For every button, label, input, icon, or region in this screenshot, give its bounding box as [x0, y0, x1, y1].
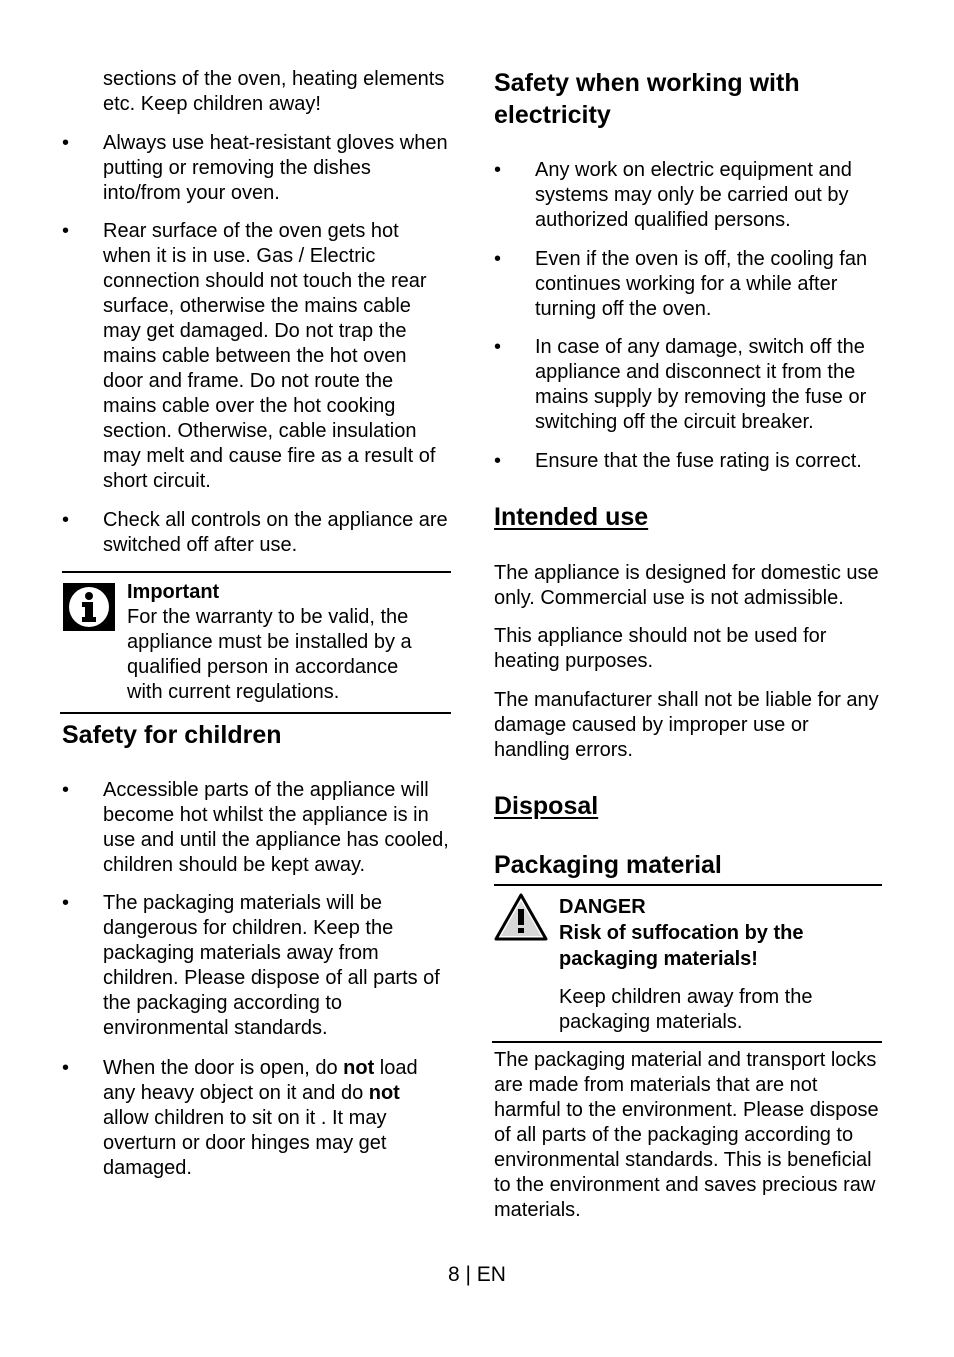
list-item: • When the door is open, do not load any heavy object on it and do not allow children to sit on it . It may overturn or door hinges may get damaged.: [62, 1056, 470, 1181]
danger-bottom-rule: [492, 1041, 882, 1043]
intended-paragraph: The appliance is designed for domestic use only. Commercial use is not admissible.: [494, 562, 879, 609]
packaging-paragraph: The packaging material and transport locks are made from materials that are not harmful to the environment. Please dispose of all parts of the packaging according to environmental standards. This is beneficial to the environment and saves precious raw materials.: [494, 1049, 879, 1221]
list-item: • Rear surface of the oven gets hot when it is in use. Gas / Electric connection should not touch the rear surface, otherwise the mains cable may get damaged. Do not trap the mains cable between the hot oven door and frame. Do not route the mains cable over the hot cooking section. Otherwise, cable insulation may melt and cause fire as a result of short circuit.: [62, 219, 470, 494]
danger-top-rule: [494, 884, 882, 886]
intro-paragraph: sections of the oven, heating elements etc. Keep children away!: [103, 68, 445, 115]
list-item: • Even if the oven is off, the cooling fan continues working for a while after turning off the oven.: [494, 247, 894, 322]
list-item: • Accessible parts of the appliance will become hot whilst the appliance is in use and until the appliance has cooled, children should be kept away.: [62, 778, 470, 878]
info-icon: [62, 582, 116, 632]
list-item: • Check all controls on the appliance are switched off after use.: [62, 508, 470, 558]
danger-title: DANGER: [559, 896, 646, 918]
list-item: • The packaging materials will be dangerous for children. Keep the packaging materials away from children. Please dispose of all parts of the packaging according to environmental standards.: [62, 891, 470, 1041]
packaging-heading: Packaging material: [494, 851, 722, 879]
intended-paragraph: The manufacturer shall not be liable for any damage caused by improper use or handling errors.: [494, 689, 879, 761]
page-number: 8 | EN: [448, 1263, 506, 1286]
children-heading: Safety for children: [62, 721, 282, 749]
warning-icon: [494, 893, 548, 941]
intended-use-heading: Intended use: [494, 503, 649, 531]
danger-note: DANGER Risk of suffocation by the packaging materials!: [559, 894, 894, 972]
list-item: • Ensure that the fuse rating is correct.: [494, 449, 894, 474]
electricity-heading: Safety when working with electricity: [494, 69, 800, 129]
note-bottom-rule: [60, 712, 451, 714]
intended-paragraph: This appliance should not be used for heating purposes.: [494, 625, 827, 672]
list-item: • Any work on electric equipment and systems may only be carried out by authorized qualified persons.: [494, 158, 894, 233]
important-note: Important For the warranty to be valid, the appliance must be installed by a qualified person in accordance with current regulations.: [127, 580, 470, 705]
list-item: • In case of any damage, switch off the appliance and disconnect it from the mains supply by removing the fuse or switching off the circuit breaker.: [494, 335, 894, 435]
important-title: Important: [127, 581, 220, 603]
danger-text: Keep children away from the packaging materials.: [559, 986, 813, 1033]
disposal-heading: Disposal: [494, 792, 599, 820]
note-top-rule: [62, 571, 451, 573]
list-item: • Always use heat-resistant gloves when putting or removing the dishes into/from your oven.: [62, 131, 470, 206]
